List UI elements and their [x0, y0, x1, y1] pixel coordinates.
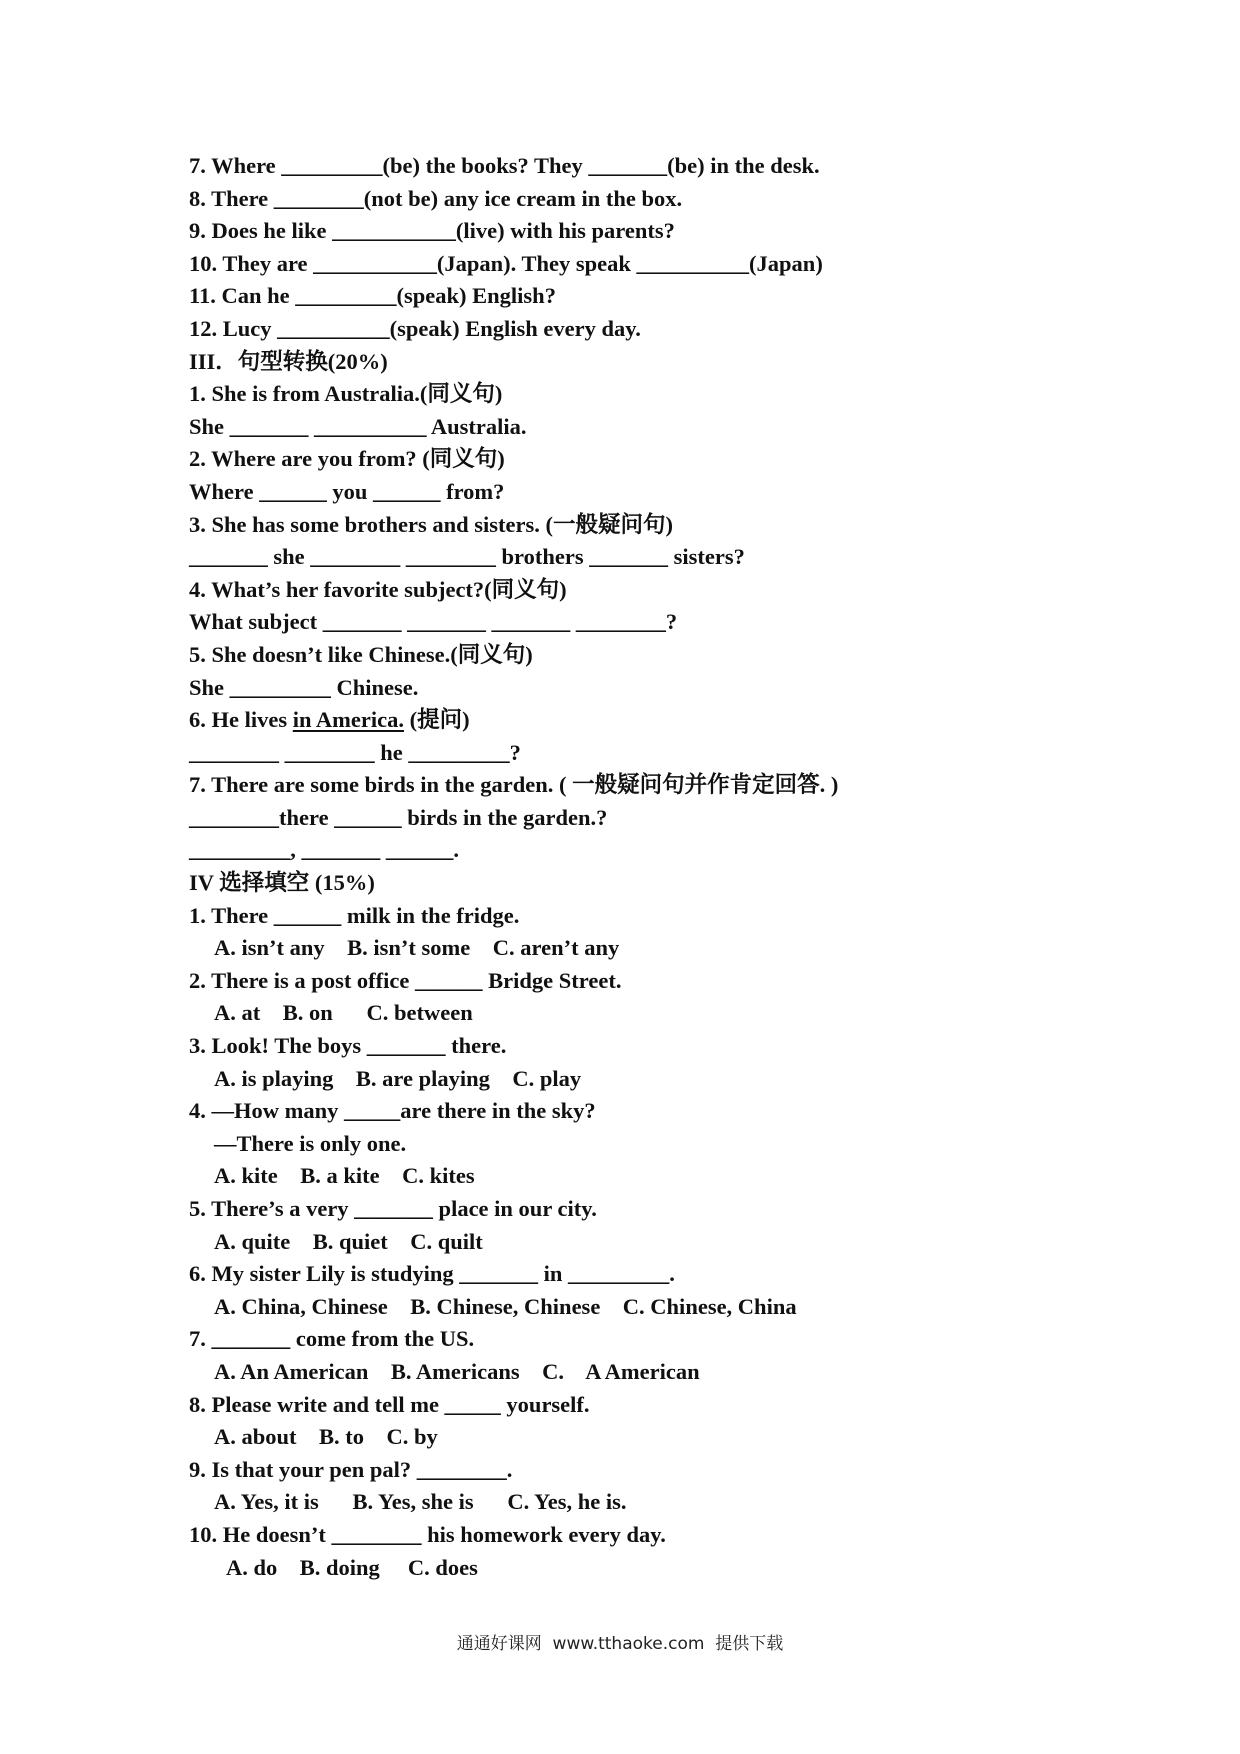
worksheet-line: 7. There are some birds in the garden. ( 一般疑问句并作肯定回答. ) — [189, 772, 839, 798]
underlined-phrase: in America. — [292, 707, 404, 733]
worksheet-line: A. kite B. a kite C. kites — [214, 1163, 475, 1189]
footer-credit: 通通好课网 www.tthaoke.com 提供下载 — [456, 1634, 784, 1654]
worksheet-line: 4. —How many _____are there in the sky? — [189, 1098, 596, 1124]
worksheet-line: _______ she ________ ________ brothers _______ sisters? — [189, 544, 745, 570]
worksheet-line: A. An American B. Americans C. A American — [214, 1358, 700, 1384]
line-text: 6. He lives — [189, 707, 293, 733]
worksheet-line: A. China, Chinese B. Chinese, Chinese C. Chinese, China — [214, 1293, 797, 1319]
worksheet-line: III．句型转换(20%) — [189, 348, 388, 374]
worksheet-line: 3. Look! The boys _______ there. — [189, 1033, 507, 1059]
worksheet-line: 9. Is that your pen pal? ________. — [189, 1456, 513, 1482]
worksheet-line: 8. There ________(not be) any ice cream in the box. — [189, 185, 683, 211]
worksheet-line: A. about B. to C. by — [214, 1424, 438, 1450]
worksheet-line: _________, _______ ______. — [189, 837, 459, 863]
worksheet-line: 5. There’s a very _______ place in our city. — [189, 1196, 597, 1221]
worksheet-line: ________there ______ birds in the garden.? — [189, 804, 608, 830]
worksheet-line: 5. She doesn’t like Chinese.(同义句) — [189, 641, 533, 667]
worksheet-line: IV 选择填空 (15%) — [189, 870, 375, 896]
worksheet-line: A. do B. doing C. does — [226, 1554, 478, 1580]
worksheet-line: Where ______ you ______ from? — [189, 478, 505, 504]
worksheet-line: 3. She has some brothers and sisters. (一般疑问句) — [189, 511, 673, 537]
worksheet-line: 6. My sister Lily is studying _______ in _________. — [189, 1261, 675, 1287]
worksheet-line: A. Yes, it is B. Yes, she is C. Yes, he is. — [214, 1489, 627, 1515]
worksheet-line: 1. She is from Australia.(同义句) — [189, 381, 503, 407]
worksheet-line: ________ ________ he _________? — [189, 739, 521, 765]
line-text: (提问) — [403, 707, 470, 733]
worksheet-line: A. at B. on C. between — [214, 1000, 473, 1026]
worksheet-line: 12. Lucy __________(speak) English every day. — [189, 315, 641, 341]
worksheet-line: 7. _______ come from the US. — [189, 1326, 475, 1352]
worksheet-line: 1. There ______ milk in the fridge. — [189, 902, 520, 928]
worksheet-line: 9. Does he like ___________(live) with his parents? — [189, 218, 675, 244]
worksheet-line: —There is only one. — [214, 1130, 407, 1156]
worksheet-line: 2. Where are you from? (同义句) — [189, 446, 505, 472]
worksheet-line: A. quite B. quiet C. quilt — [214, 1228, 483, 1254]
worksheet-line: A. isn’t any B. isn’t some C. aren’t any — [214, 935, 620, 961]
worksheet-line — [189, 704, 949, 737]
worksheet-content — [189, 150, 949, 1584]
worksheet-line: She _________ Chinese. — [189, 674, 419, 700]
worksheet-line: 10. He doesn’t ________ his homework every day. — [189, 1521, 666, 1547]
worksheet-line: 4. What’s her favorite subject?(同义句) — [189, 576, 567, 602]
worksheet-line: 10. They are ___________(Japan). They speak __________(Japan) — [189, 250, 823, 276]
worksheet-line: A. is playing B. are playing C. play — [214, 1065, 582, 1091]
worksheet-line: She _______ __________ Australia. — [189, 413, 527, 439]
worksheet-line: 11. Can he _________(speak) English? — [189, 283, 556, 309]
worksheet-line: 8. Please write and tell me _____ yourself. — [189, 1391, 590, 1417]
worksheet-line: 7. Where _________(be) the books? They _______(be) in the desk. — [189, 153, 820, 178]
worksheet-line: 2. There is a post office ______ Bridge Street. — [189, 967, 622, 993]
worksheet-line: What subject _______ _______ _______ ________? — [189, 609, 678, 635]
